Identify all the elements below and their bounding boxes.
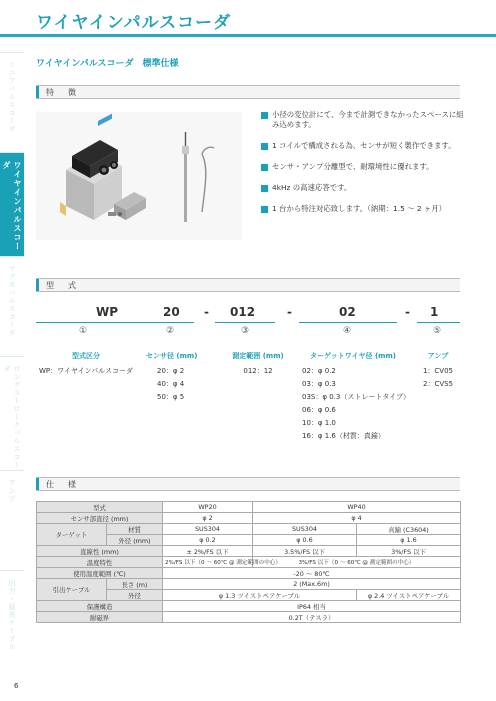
model-col-type: 型式区分 WP：ワイヤインパルスコーダ	[39, 352, 133, 375]
spec-label: 引出ケーブル	[37, 579, 107, 601]
model-col-wire: ターゲットワイヤ径 (mm) 02：φ 0.2 03：φ 0.3 03S：φ 0.3（ストレートタイプ） 06：φ 0.6 10：φ 1.0 16：φ 1.6（材質：真鍮）	[302, 352, 411, 440]
spec-label: 材質	[107, 524, 163, 535]
product-illustration	[36, 112, 242, 240]
spec-label: 外径 (mm)	[107, 535, 163, 546]
model-col-range: 測定範囲 (mm) 012：12	[232, 352, 284, 375]
spec-label: 温度特性	[37, 557, 163, 568]
spec-label: 長さ (m)	[107, 579, 163, 590]
model-number: ②	[166, 326, 175, 336]
spec-label: 外径	[107, 590, 163, 601]
model-code-amp: 1	[430, 305, 439, 319]
spec-label: 耐磁界	[37, 612, 163, 623]
model-code-dash: -	[204, 305, 209, 319]
sidebar-tab-long-stroke[interactable]: ロングストロークパルスコーダ	[0, 356, 24, 470]
model-number: ⑤	[433, 326, 442, 336]
spec-label: 使用温度範囲 (℃)	[37, 568, 163, 579]
model-code-wire: 02	[339, 305, 356, 319]
model-col-sensor: センサ径 (mm) 20：φ 2 40：φ 4 50：φ 5	[146, 352, 198, 401]
table-row: 外径 (mm) φ 0.2 φ 0.6 φ 1.6	[37, 535, 461, 546]
table-row: 引出ケーブル 長さ (m) 2 (Max.6m)	[37, 579, 461, 590]
table-row: 温度特性 2%/FS 以下（0 ～ 60℃ @ 測定範囲の中心） 3%/FS 以下（0 ～ 60℃ @ 測定範囲の中心）	[37, 557, 461, 568]
bullet-square-icon	[261, 206, 268, 213]
sidebar-tab-linear[interactable]: リニアパルスコーダ	[0, 52, 24, 152]
table-row: ターゲット 材質 SUS304 SUS304 真鍮 (C3604)	[37, 524, 461, 535]
model-header: 型 式	[36, 278, 460, 292]
table-row: 保護構造 IP64 相当	[37, 601, 461, 612]
section-subtitle: ワイヤインパルスコーダ 標準仕様	[36, 59, 179, 69]
model-underline	[215, 322, 275, 323]
feature-item: 1 台から特注対応致します。（納期：1.5 ～ 2 ヶ月）	[261, 204, 466, 214]
table-row: 直線性 (mm) ± 2%/FS 以下 3.5%/FS 以下 3%/FS 以下	[37, 546, 461, 557]
table-row: 型式 WP20 WP40	[37, 502, 461, 513]
bullet-square-icon	[261, 185, 268, 192]
page-title: ワイヤインパルスコーダ	[36, 13, 232, 33]
features-header: 特 徴	[36, 85, 460, 99]
spec-label: センサ部直径 (mm)	[37, 513, 163, 524]
table-row: センサ部直径 (mm) φ 2 φ 4	[37, 513, 461, 524]
feature-item: センサ・アンプ分離型で、耐環境性に優れます。	[261, 162, 466, 172]
feature-list	[261, 110, 466, 225]
model-underline	[148, 322, 194, 323]
sidebar-tab-cable[interactable]: 出力・延長ケーブル	[0, 570, 24, 690]
bullet-square-icon	[261, 164, 268, 171]
bullet-square-icon	[261, 112, 268, 119]
model-number: ④	[343, 326, 352, 336]
model-code-dash: -	[405, 305, 410, 319]
model-code-dash: -	[287, 305, 292, 319]
spec-table	[36, 501, 461, 623]
model-underline	[417, 322, 460, 323]
model-number: ①	[79, 326, 88, 336]
page-number: 6	[14, 682, 19, 690]
feature-item: 1 コイルで構成される為、センサが短く製作できます。	[261, 141, 466, 151]
title-rule	[0, 34, 496, 37]
model-underline	[299, 322, 397, 323]
model-code-sensor: 20	[163, 305, 180, 319]
feature-item: 小径の変位計にて、今まで計測できなかったスペースに組み込めます。	[261, 110, 466, 130]
bullet-square-icon	[261, 143, 268, 150]
spec-label: 型式	[37, 502, 163, 513]
model-code-range: 012	[230, 305, 256, 319]
table-row: 耐磁界 0.2T（テスラ）	[37, 612, 461, 623]
sidebar-tab-magne[interactable]: マグネパルスコーダ	[0, 256, 24, 356]
sidebar-tab-amp[interactable]: アンプ	[0, 470, 24, 570]
table-row: 使用温度範囲 (℃) -20 ～ 80℃	[37, 568, 461, 579]
model-number: ③	[241, 326, 250, 336]
model-code-series: WP	[96, 305, 119, 319]
sidebar-tab-wire-impulse[interactable]: ワイヤインパルスコーダ	[0, 152, 24, 256]
product-photo	[36, 112, 242, 240]
spec-label: 保護構造	[37, 601, 163, 612]
spec-header: 仕 様	[36, 477, 460, 491]
spec-label: ターゲット	[37, 524, 107, 546]
model-col-amp: アンプ 1：CV05 2：CVS5	[422, 352, 454, 388]
feature-item: 4kHz の高速応答です。	[261, 183, 466, 193]
table-row: 外径 φ 1.3 ツイストペアケーブル φ 2.4 ツイストペアケーブル	[37, 590, 461, 601]
spec-label: 直線性 (mm)	[37, 546, 163, 557]
